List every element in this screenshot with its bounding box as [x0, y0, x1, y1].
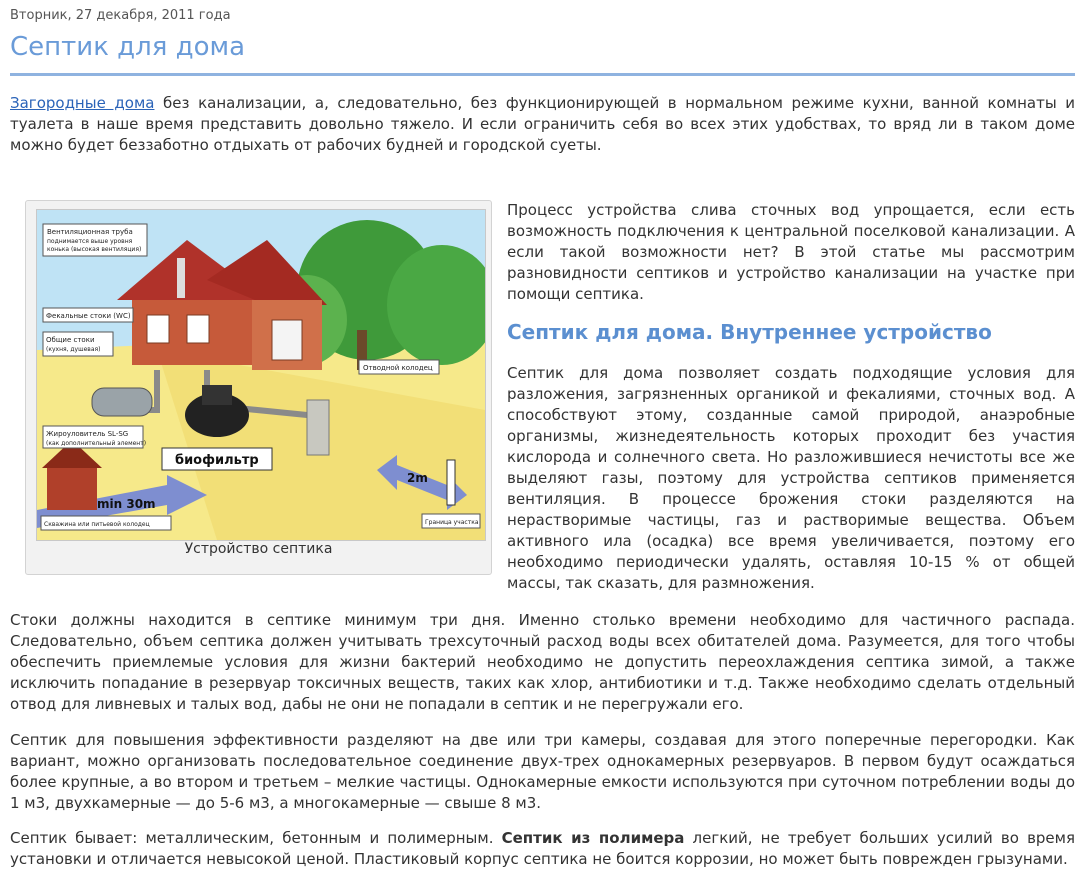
- post-date: Вторник, 27 декабря, 2011 года: [10, 8, 231, 23]
- label-vent-note-1: поднимается выше уровня: [47, 238, 133, 245]
- paragraph-3: Стоки должны находится в септике минимум три дня. Именно столько времени необходимо для частичного распада. Следовательно, объем септика должен учитывать трехсуточный расход воды всех обитателей дома. Разумеется, для того чтобы обеспечить приемлемые условия для жизни бактерий необходимо не допустить переохлаждения септика зимой, а также исключить попадание в резервуар токсичных веществ, таких как хлор, антибиотики и т.д. Также необходимо сделать отдельный отвод для ливневых и талых вод, дабы не они не попадали в септик и не перегружали его.: [10, 611, 1075, 713]
- title-divider: [10, 73, 1075, 76]
- right-paragraph-1: Процесс устройства слива сточных вод упрощается, если есть возможность подключения к центральной поселковой канализации. А если такой возможности нет? В этой статье мы рассмотрим разновидности септиков и устройство канализации на участке при помощи септика.: [507, 201, 1075, 303]
- septic-diagram: [37, 210, 485, 540]
- polymer-septic-bold: Септик из полимера: [501, 829, 685, 847]
- label-vent-pipe: Вентиляционная труба: [47, 228, 133, 236]
- intro-text: без канализации, а, следовательно, без функционирующей в нормальном режиме кухни, ванной комнаты и туалета в наше время представить довольно тяжело. И если ограничить себя во всех этих удобствах, то вряд ли в таком доме можно будет беззаботно отдыхать от рабочих будней и городской суеты.: [10, 94, 1075, 154]
- label-distance-30: min 30m: [97, 497, 156, 511]
- label-common-2: (кухня, душевая): [46, 346, 101, 353]
- septic-diagram-image: [36, 209, 486, 541]
- label-biofilter: биофильтр: [175, 453, 259, 468]
- figure-caption: Устройство септика: [184, 541, 333, 557]
- section-heading: Септик для дома. Внутреннее устройство: [507, 320, 992, 344]
- label-grease-1: Жироуловитель SL-SG: [46, 430, 129, 438]
- label-grease-2: (как дополнительный элемент): [46, 440, 147, 447]
- paragraph-5-start: Септик бывает: металлическим, бетонным и полимерным.: [10, 829, 502, 847]
- figure-septic-device: [25, 200, 492, 575]
- label-distance-2: 2m: [407, 471, 428, 485]
- label-well: Скважина или питьевой колодец: [44, 521, 150, 528]
- label-vent-note-2: конька (высокая вентиляция): [47, 246, 142, 253]
- paragraph-4: Септик для повышения эффективности разделяют на две или три камеры, создавая для этого поперечные перегородки. Как вариант, можно организовать последовательное соединение двух-трех однокамерных резервуаров. В первом будут осаждаться более крупные, а во втором и третьем – мелкие частицы. Однокамерные емкости используются при суточном потреблении воды до 1 м3, двухкамерные — до 5-6 м3, а многокамерные — свыше 8 м3.: [10, 731, 1075, 812]
- label-outlet: Отводной колодец: [363, 364, 433, 372]
- label-boundary: Граница участка: [425, 519, 479, 526]
- intro-paragraph: [10, 93, 1075, 156]
- right-paragraph-2: Септик для дома позволяет создать подходящие условия для разложения, загрязненных органикой и фекалиями, сточных вод. А способствуют этому, созданные самой природой, анаэробные организмы, жизнедеятельность которых проходит без участия кислорода и солнечного света. Но разложившиеся нечистоты все же выделяют газы, поэтому для устройства септиков применяется вентиляция. В процессе брожения стоки разделяются на нерастворимые частицы, газ и растворимые вещества. Объем активного ила (осадка) все время увеличивается, поэтому его необходимо периодически удалять, оставляя 10-15 % от общей массы, так сказать, для размножения.: [507, 364, 1075, 592]
- label-fecal: Фекальные стоки (WC): [46, 312, 131, 320]
- country-houses-link[interactable]: Загородные дома: [10, 94, 155, 112]
- paragraph-5: [10, 828, 1075, 870]
- paragraph-5-end: легкий, не требует больших усилий во время установки и отличается невысокой ценой. Пластиковый корпус септика не боится коррозии, но может быть поврежден грызунами.: [10, 829, 1075, 868]
- page-title[interactable]: Септик для дома: [10, 32, 246, 62]
- label-common-1: Общие стоки: [46, 336, 95, 344]
